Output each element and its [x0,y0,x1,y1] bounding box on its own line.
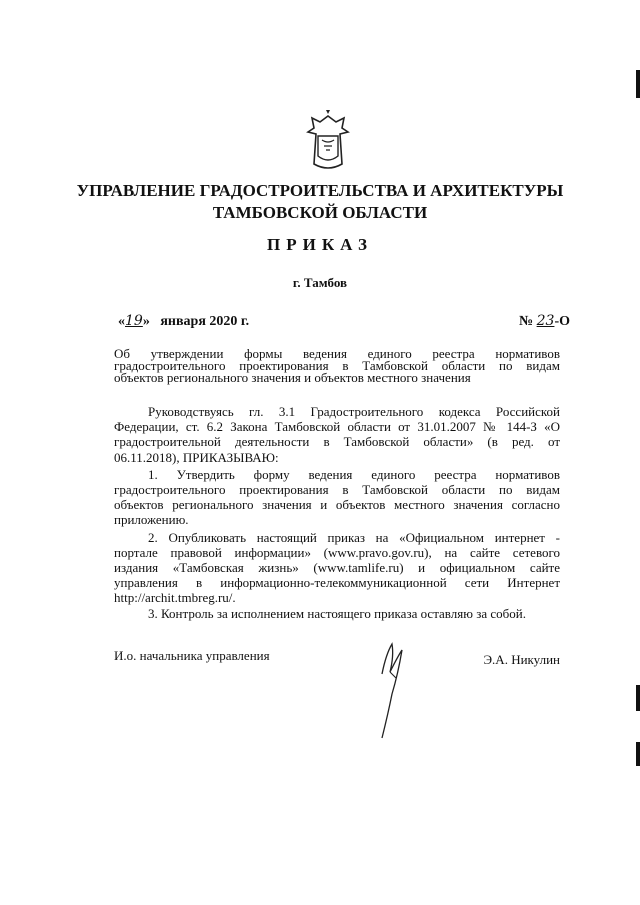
order-item-2 [114,530,560,606]
handwritten-signature [368,634,428,744]
document-number [519,313,570,330]
preamble-line: Федерации, ст. 6.2 Закона Тамбовской области от 31.01.2007 № 144-З «О [114,419,560,435]
date-day: 19 [125,313,143,329]
order-body [114,404,560,621]
date-month-year: января 2020 г. [160,314,250,329]
organization-name-line1: УПРАВЛЕНИЕ ГРАДОСТРОИТЕЛЬСТВА И АРХИТЕКТУРЫ [76,181,564,200]
number-suffix: -О [554,314,570,329]
organization-name-line2: ТАМБОВСКОЙ ОБЛАСТИ [212,203,428,222]
item-line: приложению. [114,512,189,528]
document-type: ПРИКАЗ [267,235,373,254]
coat-of-arms-icon [300,110,356,172]
item-line: градостроительного проектирования в Тамбовской области по видам [114,482,560,498]
order-subject [114,348,560,384]
date-open-quote: « [118,314,125,329]
subject-line: объектов регионального значения и объектов местного значения [114,370,471,385]
order-item-3 [114,606,560,621]
subject-line: Об утверждении формы ведения единого реестра нормативов [114,346,560,361]
organization-name [0,180,640,224]
signatory-name: Э.А. Никулин [483,652,560,667]
item-line: http://archit.tmbreg.ru/. [114,590,236,606]
scan-edge-mark [636,685,640,711]
number-value: 23 [536,313,555,329]
scan-edge-mark [636,742,640,766]
item-line: издания «Тамбовская жизнь» (www.tamlife.ru) и официальном сайте [114,560,560,576]
item-line: 2. Опубликовать настоящий приказ на «Официальном интернет - [148,529,560,545]
date-close-quote: » [142,314,150,329]
order-item-1 [114,467,560,528]
item-line: 3. Контроль за исполнением настоящего приказа оставляю за собой. [148,605,526,621]
subject-line: градостроительного проектирования в Тамбовской области по видам [114,358,560,373]
item-line: объектов регионального значения и объектов местного значения согласно [114,497,560,513]
signatory-title: И.о. начальника управления [114,648,270,663]
scan-edge-mark [636,70,640,98]
preamble-line: 06.11.2018), ПРИКАЗЫВАЮ: [114,449,279,465]
city: г. Тамбов [292,275,348,290]
document-date [118,313,249,330]
number-prefix: № [519,314,534,329]
item-line: управления в информационно-телекоммуникационной сети Интернет [114,575,560,591]
preamble-line: градостроительной деятельности в Тамбовской области» (в ред. от [114,434,560,450]
item-line: 1. Утвердить форму ведения единого реестра нормативов [148,466,560,482]
preamble-line: Руководствуясь гл. 3.1 Градостроительного кодекса Российской [148,404,560,419]
preamble-paragraph [114,404,560,465]
item-line: портале правовой информации» (www.pravo.gov.ru), на сайте сетевого [114,544,560,560]
